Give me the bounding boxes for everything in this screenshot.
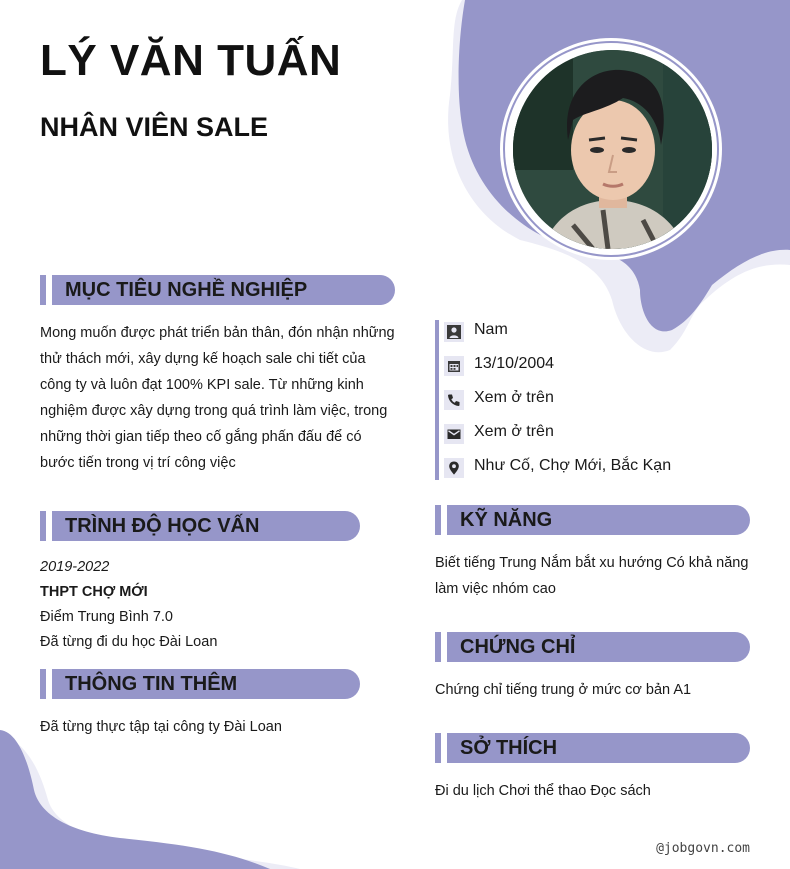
section-heading-skills: [435, 505, 750, 535]
phone-icon: [444, 390, 464, 410]
calendar-icon: [444, 356, 464, 376]
avatar: [513, 50, 712, 249]
gender-value: Nam: [474, 321, 508, 338]
education-note: Đã từng đi du học Đài Loan: [40, 634, 218, 650]
person-icon: [444, 322, 464, 342]
section-heading-objective: [40, 275, 395, 305]
skills-text: Biết tiếng Trung Nắm bắt xu hướng Có khả năng làm việc nhóm cao: [435, 555, 749, 597]
avatar-frame: [500, 38, 722, 260]
certificates-heading: CHỨNG CHỈ: [460, 636, 576, 658]
education-gpa: Điểm Trung Bình 7.0: [40, 609, 173, 625]
hobbies-heading: SỞ THÍCH: [460, 737, 558, 759]
extra-text: Đã từng thực tập tại công ty Đài Loan: [40, 719, 282, 735]
extra-heading: THÔNG TIN THÊM: [65, 673, 238, 695]
phone-value: Xem ở trên: [474, 389, 554, 406]
hobbies-text: Đi du lịch Chơi thể thao Đọc sách: [435, 783, 651, 799]
candidate-name: LÝ VĂN TUẤN: [40, 36, 342, 85]
birthday-value: 13/10/2004: [474, 355, 555, 372]
section-heading-hobbies: [435, 733, 750, 763]
education-school: THPT CHỢ MỚI: [40, 584, 148, 600]
education-entry: [40, 555, 370, 655]
watermark: @jobgovn.com: [656, 841, 750, 856]
section-heading-extra: [40, 669, 360, 699]
objective-heading: MỤC TIÊU NGHỀ NGHIỆP: [65, 279, 308, 301]
section-heading-certificates: [435, 632, 750, 662]
location-pin-icon: [444, 458, 464, 478]
education-heading: TRÌNH ĐỘ HỌC VẤN: [65, 515, 260, 537]
section-heading-education: [40, 511, 360, 541]
certificates-text: Chứng chỉ tiếng trung ở mức cơ bản A1: [435, 682, 692, 698]
mail-icon: [444, 424, 464, 444]
skills-heading: KỸ NĂNG: [460, 509, 553, 531]
email-value: Xem ở trên: [474, 423, 554, 440]
objective-text: Mong muốn được phát triển bản thân, đón nhận những thử thách mới, xây dựng kế hoạch sale chi tiết của công ty và luôn đạt 100% KPI sale. Từ những kinh nghiệm được xây dựng trong quá trình làm việc, trong những thời gian tiếp theo cố gắng phấn đấu để có bước tiến trong vị trí công việc: [40, 325, 395, 471]
job-title: NHÂN VIÊN SALE: [40, 112, 269, 142]
contact-accent-bar: [435, 320, 439, 480]
address-value: Như Cố, Chợ Mới, Bắc Kạn: [474, 457, 672, 474]
education-period: 2019-2022: [40, 559, 110, 575]
